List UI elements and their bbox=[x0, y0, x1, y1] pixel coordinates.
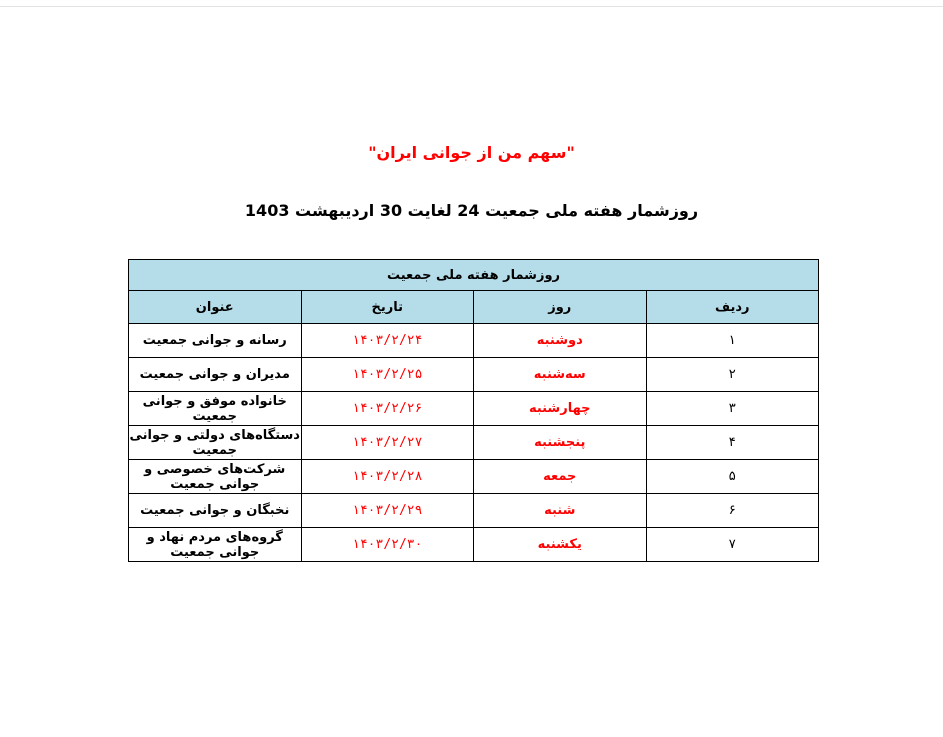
row-day: چهارشنبه bbox=[474, 392, 647, 426]
row-date: ۱۴۰۳/۲/۲۶ bbox=[301, 392, 474, 426]
row-number: ۵ bbox=[646, 460, 819, 494]
row-number: ۱ bbox=[646, 324, 819, 358]
row-title: گروه‌های مردم نهاد و جوانی جمعیت bbox=[129, 528, 302, 562]
row-date: ۱۴۰۳/۲/۲۵ bbox=[301, 358, 474, 392]
table-row bbox=[129, 494, 819, 528]
document-subtitle: روزشمار هفته ملی جمعیت 24 لغایت 30 اردیبهشت 1403 bbox=[244, 201, 699, 220]
row-date: ۱۴۰۳/۲/۲۴ bbox=[301, 324, 474, 358]
row-number: ۳ bbox=[646, 392, 819, 426]
row-title: دستگاه‌های دولتی و جوانی جمعیت bbox=[129, 427, 300, 458]
slogan-title: "سهم من از جوانی ایران" bbox=[368, 143, 575, 162]
table-row bbox=[129, 426, 819, 460]
row-title: مدیران و جوانی جمعیت bbox=[129, 358, 302, 392]
column-header-row-number: ردیف bbox=[646, 291, 819, 324]
table-row bbox=[129, 528, 819, 562]
row-day: جمعه bbox=[474, 460, 647, 494]
row-title: خانواده موفق و جوانی جمعیت bbox=[129, 392, 302, 426]
schedule-table bbox=[128, 259, 819, 562]
column-header-title: عنوان bbox=[129, 291, 302, 324]
row-date: ۱۴۰۳/۲/۲۸ bbox=[301, 460, 474, 494]
row-day: شنبه bbox=[474, 494, 647, 528]
column-header-date: تاریخ bbox=[301, 291, 474, 324]
row-title: شرکت‌های خصوصی و جوانی جمعیت bbox=[129, 460, 302, 494]
row-number: ۶ bbox=[646, 494, 819, 528]
row-day: پنجشنبه bbox=[474, 426, 647, 460]
table-header-row bbox=[129, 291, 819, 324]
table-caption: روزشمار هفته ملی جمعیت bbox=[129, 260, 819, 291]
table-caption-row bbox=[129, 260, 819, 291]
table-row bbox=[129, 358, 819, 392]
row-day: یکشنبه bbox=[474, 528, 647, 562]
row-day: سه‌شنبه bbox=[474, 358, 647, 392]
row-number: ۲ bbox=[646, 358, 819, 392]
page-top-divider bbox=[0, 6, 943, 7]
column-header-day: روز bbox=[474, 291, 647, 324]
row-number: ۷ bbox=[646, 528, 819, 562]
row-date: ۱۴۰۳/۲/۲۹ bbox=[301, 494, 474, 528]
row-title: نخبگان و جوانی جمعیت bbox=[129, 494, 302, 528]
row-date: ۱۴۰۳/۲/۲۷ bbox=[301, 426, 474, 460]
table-row bbox=[129, 392, 819, 426]
table-row bbox=[129, 324, 819, 358]
row-title: رسانه و جوانی جمعیت bbox=[129, 324, 302, 358]
row-day: دوشنبه bbox=[474, 324, 647, 358]
row-number: ۴ bbox=[646, 426, 819, 460]
row-date: ۱۴۰۳/۲/۳۰ bbox=[301, 528, 474, 562]
table-row bbox=[129, 460, 819, 494]
